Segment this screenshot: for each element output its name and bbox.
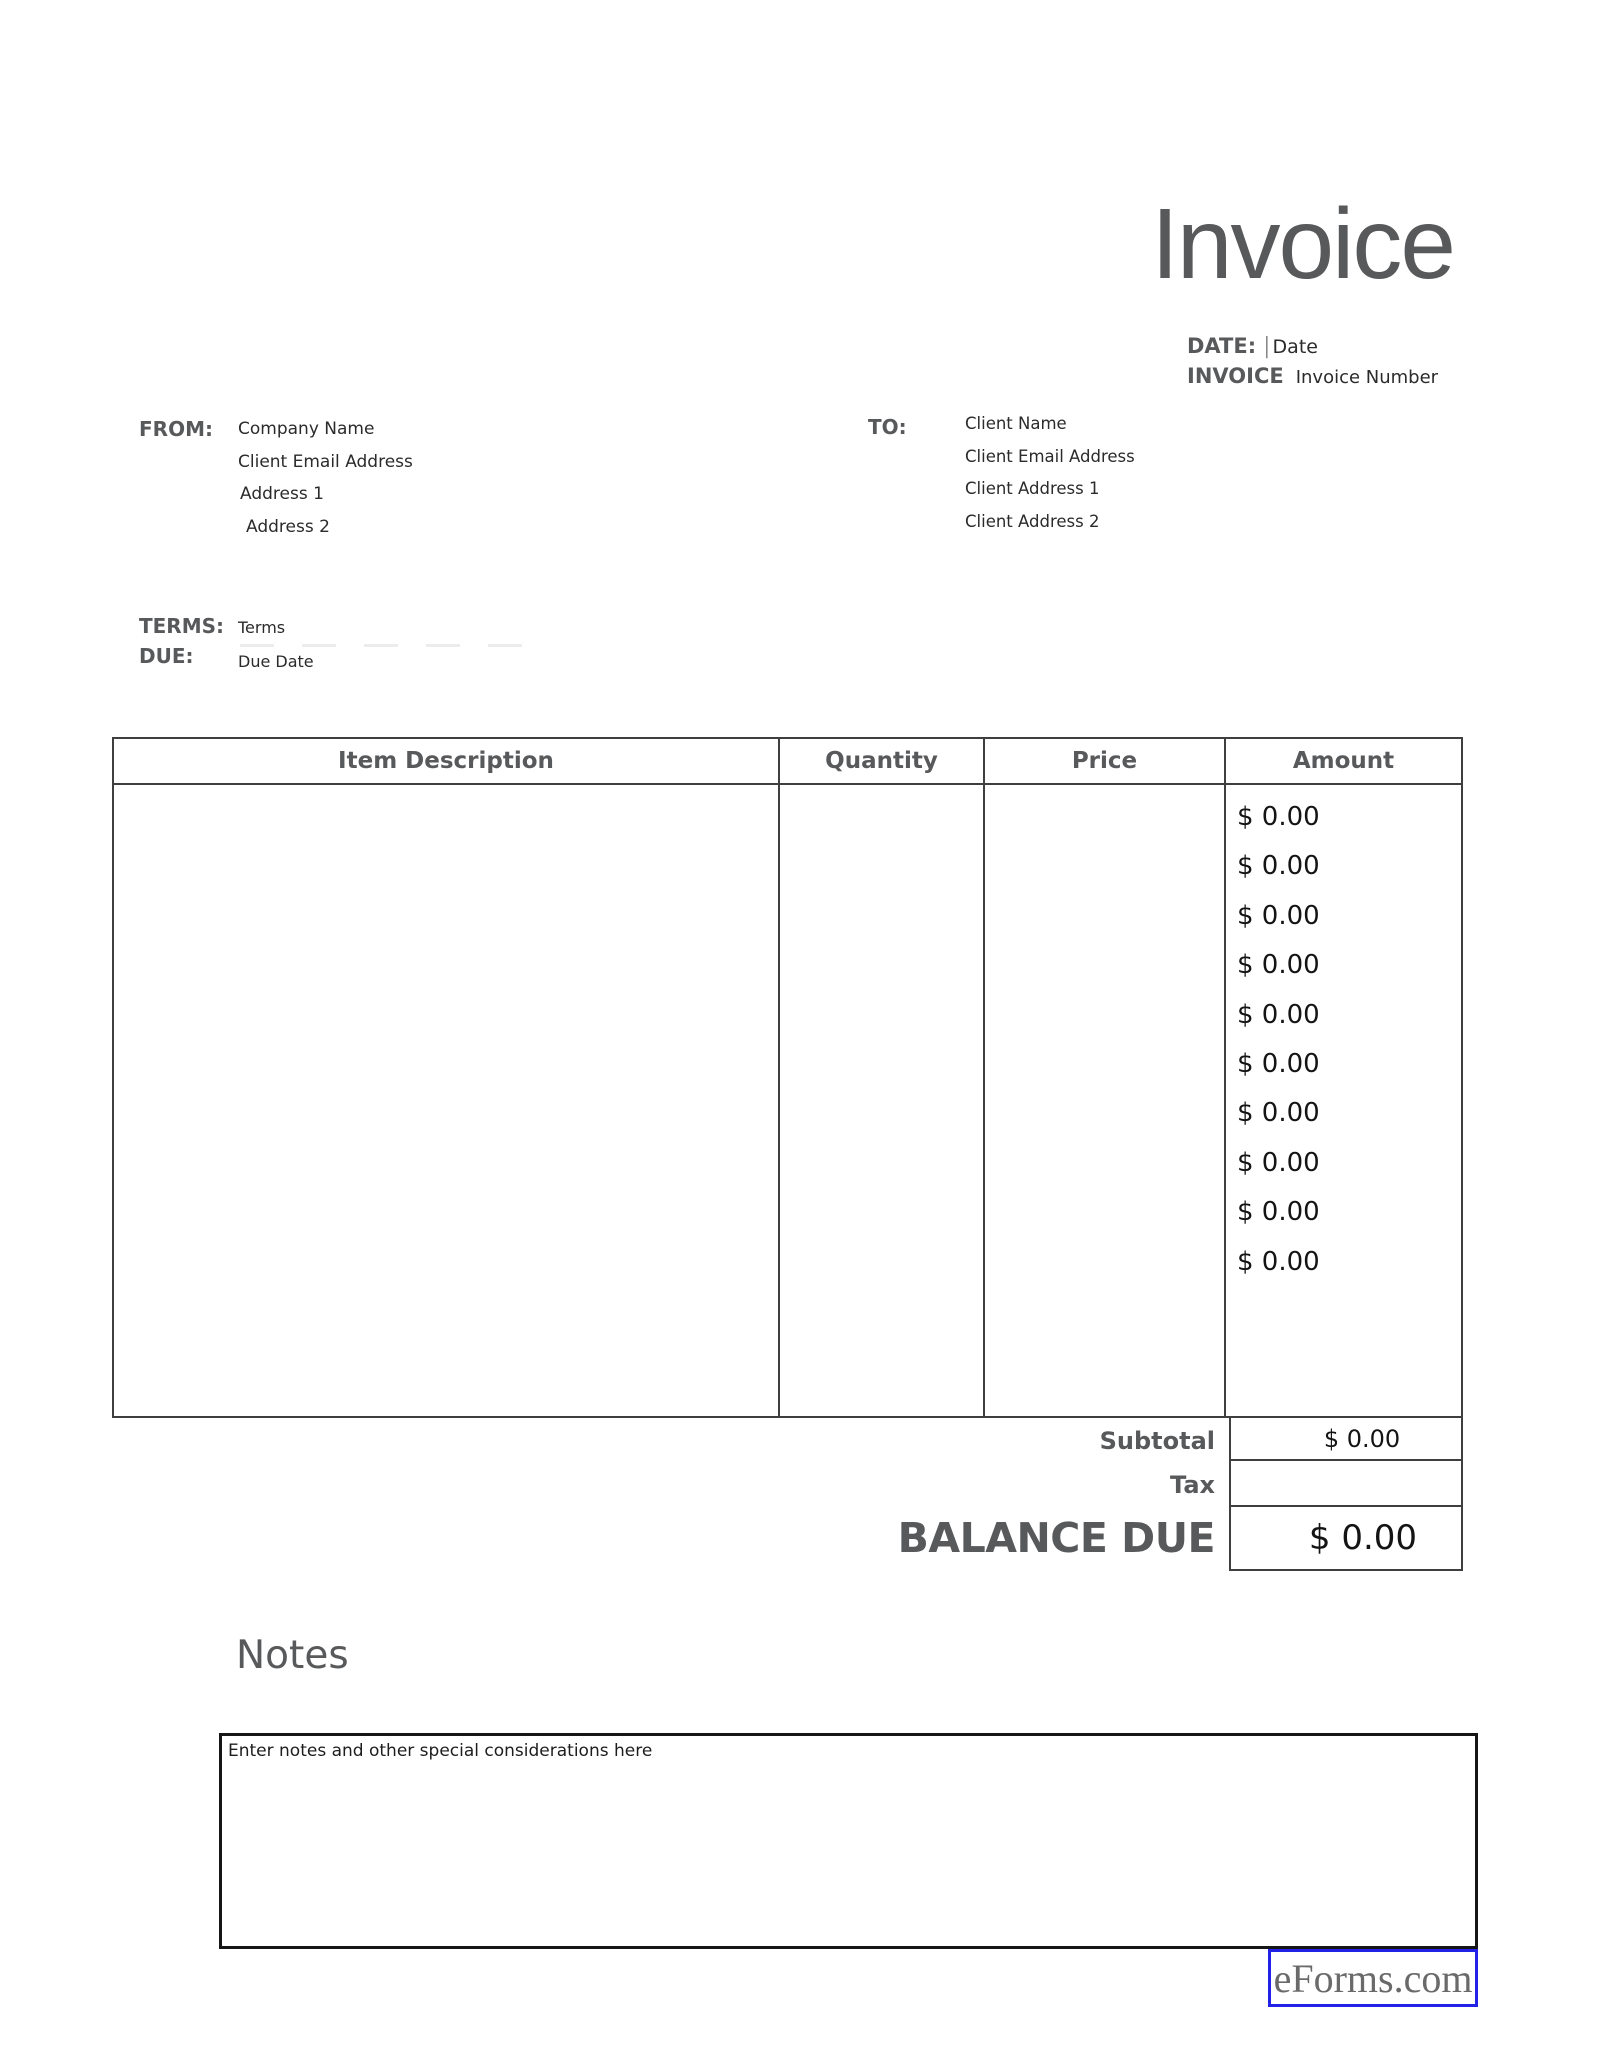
faint-placeholder-line [240,644,530,647]
balance-due-value: $ 0.00 [1308,1518,1418,1558]
amount-cell: $ 0.00 [1237,1147,1320,1178]
due-date-field[interactable]: Due Date [238,652,314,671]
balance-due-value-box [1229,1507,1463,1571]
subtotal-value: $ 0.00 [1323,1424,1401,1453]
column-price [985,739,1226,1416]
price-input-area[interactable] [985,785,1224,1416]
tax-label: Tax [1170,1471,1215,1499]
balance-due-label: BALANCE DUE [897,1514,1215,1562]
notes-placeholder: Enter notes and other special considerations here [228,1741,653,1761]
tax-value-box[interactable] [1229,1461,1463,1507]
page-title: Invoice [1151,188,1454,300]
to-field-line[interactable]: Client Address 1 [965,479,1100,498]
to-field-line[interactable]: Client Address 2 [965,511,1100,531]
invoice-label: INVOICE [1187,364,1284,388]
column-item-description [114,739,780,1416]
quantity-input-area[interactable] [780,785,983,1416]
amount-cells [1226,785,1461,1416]
from-label: FROM: [139,417,213,441]
to-fields [965,414,1135,544]
eforms-logo-text: eForms.com [1273,1955,1473,2001]
column-quantity [780,739,985,1416]
header-price: Price [985,739,1224,785]
amount-cell: $ 0.00 [1237,900,1320,931]
to-field-line[interactable]: Client Name [965,414,1067,433]
invoice-number-field[interactable]: Invoice Number [1295,367,1439,388]
amount-cell: $ 0.00 [1237,1049,1320,1080]
amount-cell: $ 0.00 [1237,851,1320,882]
amount-cell: $ 0.00 [1237,950,1320,981]
to-label: TO: [868,415,907,439]
amount-cell: $ 0.00 [1237,999,1320,1030]
eforms-logo-link[interactable] [1268,1949,1478,2007]
amount-cell: $ 0.00 [1237,1246,1320,1277]
due-label: DUE: [139,644,194,668]
notes-heading: Notes [236,1633,349,1678]
invoice-number-row [1187,364,1438,394]
amount-cell: $ 0.00 [1237,1197,1320,1228]
from-field-line[interactable]: Address 1 [240,484,324,504]
subtotal-value-box [1229,1418,1463,1461]
amount-cell: $ 0.00 [1237,802,1320,832]
from-field-line[interactable]: Company Name [238,419,375,439]
items-table [112,737,1463,1418]
terms-field[interactable]: Terms [238,618,286,637]
from-fields [238,419,413,549]
from-field-line[interactable]: Client Email Address [238,451,413,472]
notes-textarea[interactable] [219,1733,1478,1949]
column-amount [1226,739,1461,1416]
header-quantity: Quantity [780,739,983,785]
invoice-meta [1187,334,1438,394]
date-row [1187,334,1438,364]
to-field-line[interactable]: Client Email Address [965,446,1135,466]
amount-cell: $ 0.00 [1237,1098,1320,1129]
date-label: DATE: [1187,334,1257,358]
date-field[interactable]: Date [1272,336,1318,358]
subtotal-label: Subtotal [1099,1427,1215,1455]
header-amount: Amount [1226,739,1461,785]
terms-label: TERMS: [139,614,225,638]
header-item-description: Item Description [114,739,778,785]
text-cursor-bar: | [1263,334,1271,359]
from-field-line[interactable]: Address 2 [246,516,330,537]
item-description-input-area[interactable] [114,785,778,1416]
